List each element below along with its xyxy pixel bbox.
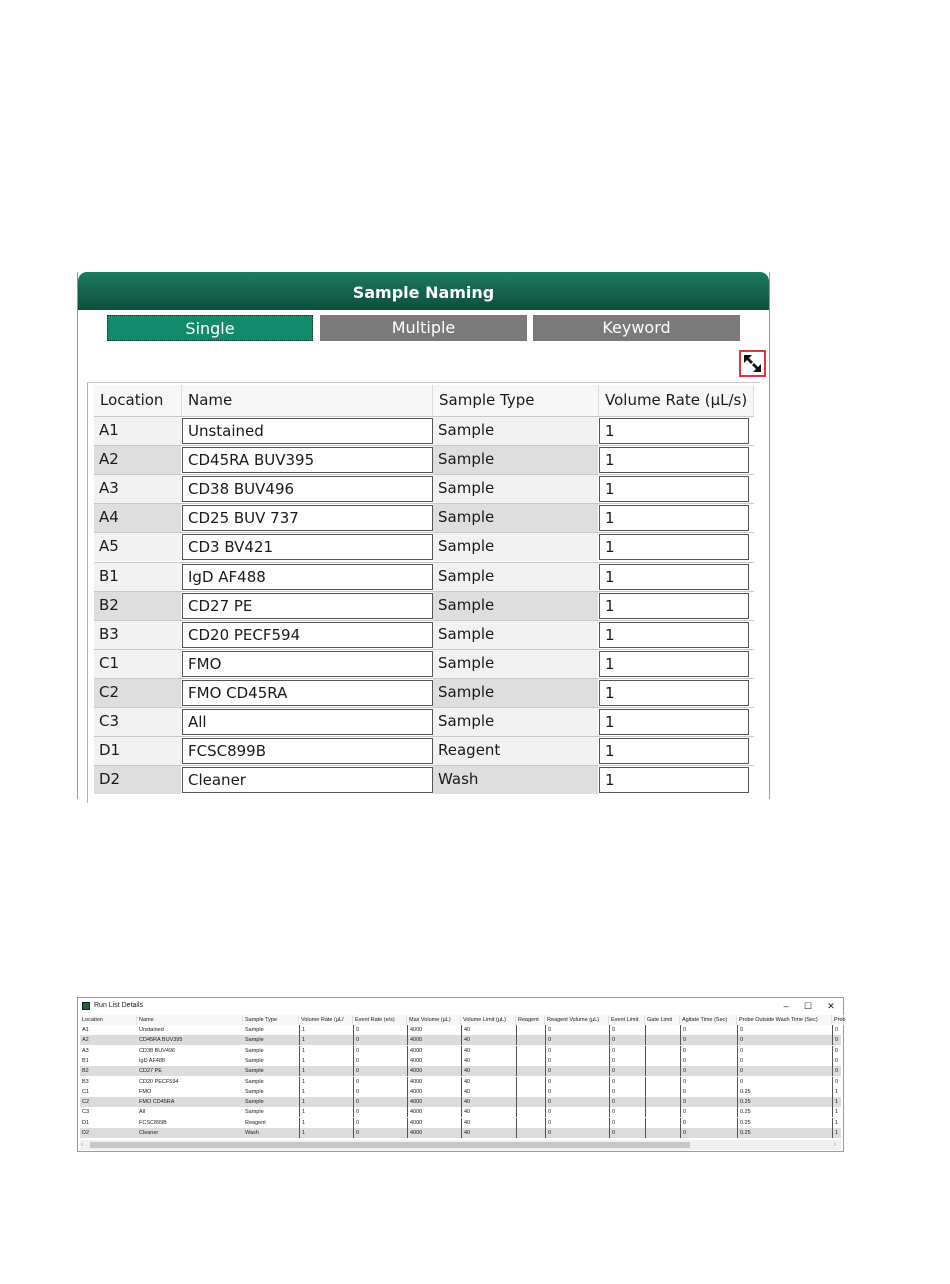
expand-arrows-icon <box>741 352 764 375</box>
run-list-cell[interactable]: 0 <box>832 1035 844 1045</box>
run-list-cell[interactable]: 40 <box>461 1087 516 1097</box>
run-list-cell: D2 <box>82 1130 90 1136</box>
sample-type-cell: Sample <box>433 532 599 561</box>
run-list-cell[interactable]: 40 <box>461 1066 516 1076</box>
run-list-column-header[interactable]: Volume Limit (µL) <box>461 1015 516 1025</box>
run-list-cell[interactable]: 0 <box>545 1087 609 1097</box>
run-list-column-header[interactable]: Max Volume (µL) <box>407 1015 461 1025</box>
location-cell: A1 <box>94 416 182 445</box>
run-list-cell[interactable]: 1 <box>299 1035 353 1045</box>
sample-type-cell: Sample <box>433 678 599 707</box>
run-list-cell[interactable]: 1 <box>832 1087 844 1097</box>
run-list-cell[interactable]: 0 <box>609 1097 645 1107</box>
table-row[interactable] <box>94 765 754 794</box>
run-list-column-header[interactable]: Prob <box>834 1017 846 1023</box>
run-list-cell[interactable] <box>516 1107 545 1117</box>
run-list-cell[interactable]: 0 <box>832 1056 844 1066</box>
run-list-cell[interactable]: 0 <box>545 1128 609 1138</box>
run-list-cell[interactable]: 0 <box>680 1077 737 1087</box>
run-list-cell[interactable]: 0 <box>545 1025 609 1035</box>
row-divider <box>94 649 754 650</box>
run-list-cell: B3 <box>82 1078 89 1085</box>
name-input[interactable]: CD45RA BUV395 <box>182 447 433 473</box>
location-cell: B1 <box>94 562 182 591</box>
run-list-cell[interactable]: FMO <box>139 1088 152 1095</box>
run-list-column-header[interactable]: Event Rate (e/s) <box>353 1015 407 1025</box>
close-button[interactable]: ✕ <box>827 1001 835 1011</box>
run-list-cell[interactable] <box>516 1097 545 1107</box>
row-divider <box>94 707 754 708</box>
column-header-location[interactable]: Location <box>94 385 182 416</box>
location-cell: A4 <box>94 503 182 532</box>
run-list-cell[interactable] <box>516 1066 545 1076</box>
run-list-cell[interactable]: 1 <box>299 1046 353 1056</box>
run-list-cell: D1 <box>82 1119 90 1126</box>
run-list-cell[interactable]: 0 <box>353 1056 407 1066</box>
run-list-row[interactable] <box>80 1025 841 1035</box>
run-list-cell[interactable]: 4000 <box>407 1097 461 1107</box>
sample-grid <box>87 382 760 803</box>
table-row[interactable] <box>94 532 754 561</box>
column-header-name[interactable]: Name <box>182 385 433 416</box>
name-input[interactable]: FCSC899B <box>182 738 433 764</box>
run-list-cell[interactable]: 0 <box>545 1035 609 1045</box>
run-list-row[interactable] <box>80 1046 841 1056</box>
run-list-details-window <box>77 997 844 1152</box>
run-list-row[interactable] <box>80 1056 841 1066</box>
row-divider <box>94 591 754 592</box>
run-list-row[interactable] <box>80 1128 841 1138</box>
scroll-left-icon[interactable]: ‹ <box>81 1142 83 1148</box>
table-row[interactable] <box>94 736 754 765</box>
run-list-cell[interactable]: 1 <box>299 1077 353 1087</box>
sample-type-cell: Sample <box>433 620 599 649</box>
run-list-cell[interactable]: 0 <box>680 1128 737 1138</box>
run-list-cell[interactable]: 40 <box>461 1118 516 1128</box>
name-input[interactable]: All <box>182 709 433 735</box>
run-list-cell[interactable]: 0 <box>545 1066 609 1076</box>
location-cell: A5 <box>94 532 182 561</box>
run-list-cell[interactable]: 0.25 <box>737 1087 832 1097</box>
sample-type-cell: Sample <box>433 562 599 591</box>
row-divider <box>94 620 754 621</box>
run-list-cell[interactable]: 0 <box>737 1046 832 1056</box>
run-list-cell[interactable]: Sample <box>245 1047 264 1054</box>
run-list-cell[interactable]: CD20 PECF594 <box>139 1078 179 1085</box>
run-list-cell[interactable] <box>645 1046 680 1056</box>
run-list-cell[interactable]: 0 <box>545 1107 609 1117</box>
run-list-cell[interactable]: 0 <box>609 1128 645 1138</box>
name-input[interactable]: FMO <box>182 651 433 677</box>
table-row[interactable] <box>94 445 754 474</box>
tab-multiple[interactable]: Multiple <box>320 315 527 341</box>
volume-rate-input[interactable]: 1 <box>599 564 749 590</box>
run-list-cell[interactable]: 0.25 <box>737 1107 832 1117</box>
run-list-column-header[interactable]: Event Limit <box>609 1015 645 1025</box>
run-list-cell[interactable]: 0 <box>832 1066 844 1076</box>
run-list-row[interactable] <box>80 1097 841 1107</box>
run-list-column-header[interactable]: Location <box>80 1015 137 1025</box>
run-list-cell[interactable] <box>516 1077 545 1087</box>
location-cell: B3 <box>94 620 182 649</box>
run-list-cell[interactable]: 0 <box>353 1025 407 1035</box>
volume-rate-input[interactable]: 1 <box>599 447 749 473</box>
run-list-cell[interactable]: Unstained <box>139 1027 164 1033</box>
run-list-cell[interactable]: 0 <box>609 1035 645 1045</box>
run-list-cell[interactable]: 1 <box>299 1066 353 1076</box>
run-list-cell[interactable]: 0 <box>353 1128 407 1138</box>
column-header-sample-type[interactable]: Sample Type <box>433 385 599 416</box>
row-divider <box>94 736 754 737</box>
expand-button[interactable] <box>739 350 766 377</box>
run-list-cell[interactable] <box>516 1087 545 1097</box>
name-input[interactable]: Cleaner <box>182 767 433 793</box>
volume-rate-input[interactable]: 1 <box>599 680 749 706</box>
run-list-cell[interactable]: 0 <box>832 1025 844 1035</box>
row-divider <box>94 562 754 563</box>
run-list-cell[interactable]: 40 <box>461 1128 516 1138</box>
location-cell: D1 <box>94 736 182 765</box>
run-list-cell[interactable]: 0 <box>609 1087 645 1097</box>
run-list-cell[interactable]: 4000 <box>407 1035 461 1045</box>
run-list-cell: B2 <box>82 1068 89 1075</box>
run-list-cell[interactable]: Wash <box>245 1130 259 1136</box>
run-list-cell[interactable]: Sample <box>245 1037 264 1044</box>
table-row[interactable] <box>94 416 754 445</box>
run-list-cell[interactable]: 0 <box>353 1107 407 1117</box>
run-list-cell: A1 <box>82 1027 89 1033</box>
run-list-cell[interactable]: 1 <box>299 1107 353 1117</box>
run-list-cell[interactable]: 4000 <box>407 1046 461 1056</box>
table-row[interactable] <box>94 474 754 503</box>
run-list-cell[interactable]: 4000 <box>407 1077 461 1087</box>
run-list-cell[interactable]: 4000 <box>407 1087 461 1097</box>
run-list-cell[interactable]: 0.25 <box>737 1097 832 1107</box>
location-cell: C1 <box>94 649 182 678</box>
volume-rate-input[interactable]: 1 <box>599 593 749 619</box>
run-list-cell[interactable]: 0 <box>832 1046 844 1056</box>
run-list-cell[interactable]: Sample <box>245 1099 264 1106</box>
run-list-cell[interactable]: 1 <box>299 1025 353 1035</box>
run-list-column-header[interactable]: Volume Rate (µL/ <box>299 1015 353 1025</box>
run-list-cell[interactable]: 0 <box>737 1025 832 1035</box>
run-list-cell[interactable] <box>645 1107 680 1117</box>
name-input[interactable]: Unstained <box>182 418 433 444</box>
run-list-cell[interactable]: 0 <box>545 1046 609 1056</box>
run-list-cell[interactable]: 0.25 <box>737 1128 832 1138</box>
row-divider <box>94 678 754 679</box>
run-list-cell[interactable]: Sample <box>245 1027 264 1033</box>
name-input[interactable]: FMO CD45RA <box>182 680 433 706</box>
sample-type-cell: Reagent <box>433 736 599 765</box>
minimize-button[interactable]: – <box>783 1001 789 1011</box>
sample-type-cell: Sample <box>433 474 599 503</box>
run-list-cell[interactable]: Sample <box>245 1078 264 1085</box>
window-title: Run List Details <box>94 1002 144 1009</box>
run-list-cell[interactable]: 0 <box>353 1077 407 1087</box>
run-list-row[interactable] <box>80 1118 841 1128</box>
run-list-cell[interactable]: 40 <box>461 1077 516 1087</box>
column-header-volume-rate[interactable]: Volume Rate (µL/s) <box>599 385 754 416</box>
run-list-row[interactable] <box>80 1107 841 1117</box>
run-list-cell[interactable]: 1 <box>299 1087 353 1097</box>
run-list-cell[interactable]: 0 <box>545 1056 609 1066</box>
run-list-cell[interactable]: Sample <box>245 1109 264 1116</box>
run-list-cell[interactable]: Sample <box>245 1068 264 1075</box>
run-list-cell[interactable]: 40 <box>461 1097 516 1107</box>
table-row[interactable] <box>94 649 754 678</box>
run-list-cell[interactable]: 1 <box>299 1118 353 1128</box>
run-list-cell[interactable]: 0.25 <box>737 1118 832 1128</box>
run-list-cell[interactable]: 40 <box>461 1035 516 1045</box>
run-list-cell[interactable] <box>645 1087 680 1097</box>
run-list-cell[interactable]: 1 <box>832 1118 844 1128</box>
run-list-cell[interactable] <box>645 1025 680 1035</box>
run-list-cell[interactable]: 0 <box>545 1077 609 1087</box>
run-list-cell: A3 <box>82 1047 89 1054</box>
location-cell: B2 <box>94 591 182 620</box>
run-list-cell[interactable]: 0 <box>609 1107 645 1117</box>
run-list-cell[interactable]: 0 <box>737 1056 832 1066</box>
run-list-cell[interactable]: 1 <box>299 1097 353 1107</box>
run-list-cell: C2 <box>82 1099 90 1106</box>
run-list-cell[interactable]: FMO CD45RA <box>139 1099 175 1106</box>
run-list-cell[interactable] <box>516 1118 545 1128</box>
tab-keyword[interactable]: Keyword <box>533 315 740 341</box>
sample-type-cell: Sample <box>433 445 599 474</box>
row-divider <box>94 503 754 504</box>
run-list-cell[interactable]: 0 <box>609 1118 645 1128</box>
run-list-cell[interactable]: 1 <box>299 1128 353 1138</box>
run-list-cell[interactable]: 0 <box>737 1077 832 1087</box>
sample-naming-panel <box>77 272 770 799</box>
sample-type-cell: Wash <box>433 765 599 794</box>
run-list-cell[interactable]: 0 <box>609 1077 645 1087</box>
scrollbar-thumb[interactable] <box>90 1142 690 1148</box>
run-list-cell: C1 <box>82 1088 90 1095</box>
run-list-column-header[interactable]: Probe Outside Wash Time (Sec) <box>737 1015 832 1025</box>
run-list-cell[interactable]: 0 <box>680 1118 737 1128</box>
run-list-cell[interactable]: 0 <box>680 1035 737 1045</box>
run-list-cell[interactable]: 0 <box>737 1035 832 1045</box>
run-list-cell[interactable] <box>516 1035 545 1045</box>
volume-rate-input[interactable]: 1 <box>599 622 749 648</box>
run-list-cell[interactable] <box>645 1056 680 1066</box>
run-list-column-header[interactable]: Gate Limit <box>645 1015 680 1025</box>
volume-rate-input[interactable]: 1 <box>599 709 749 735</box>
run-list-cell[interactable]: Cleaner <box>139 1130 159 1136</box>
name-input[interactable]: CD3 BV421 <box>182 534 433 560</box>
run-list-cell[interactable]: Sample <box>245 1088 264 1095</box>
run-list-cell[interactable]: 4000 <box>407 1025 461 1035</box>
run-list-cell[interactable]: 0 <box>353 1087 407 1097</box>
volume-rate-input[interactable]: 1 <box>599 505 749 531</box>
run-list-column-header[interactable]: Reagent Volume (µL) <box>545 1015 609 1025</box>
run-list-cell[interactable]: 40 <box>461 1107 516 1117</box>
run-list-cell[interactable]: 40 <box>461 1046 516 1056</box>
run-list-cell[interactable] <box>516 1128 545 1138</box>
run-list-row[interactable] <box>80 1066 841 1076</box>
run-list-cell[interactable]: 4000 <box>407 1107 461 1117</box>
panel-title: Sample Naming <box>78 272 769 310</box>
tab-single[interactable]: Single <box>107 315 313 341</box>
volume-rate-input[interactable]: 1 <box>599 767 749 793</box>
location-cell: A3 <box>94 474 182 503</box>
volume-rate-input[interactable]: 1 <box>599 534 749 560</box>
scroll-right-icon[interactable]: › <box>834 1142 836 1148</box>
run-list-cell[interactable]: CD38 BUV496 <box>139 1047 176 1054</box>
run-list-cell[interactable]: 0 <box>680 1025 737 1035</box>
run-list-cell[interactable]: All <box>139 1109 146 1116</box>
sample-type-cell: Sample <box>433 591 599 620</box>
run-list-cell[interactable]: 0 <box>609 1066 645 1076</box>
run-list-cell[interactable]: 1 <box>299 1056 353 1066</box>
table-row[interactable] <box>94 591 754 620</box>
run-list-cell[interactable]: Reagent <box>245 1119 266 1126</box>
run-list-column-header[interactable]: Reagent <box>516 1015 545 1025</box>
run-list-cell[interactable]: 0 <box>680 1107 737 1117</box>
table-row[interactable] <box>94 707 754 736</box>
run-list-cell[interactable]: 0 <box>680 1066 737 1076</box>
run-list-cell[interactable]: 4000 <box>407 1056 461 1066</box>
run-list-column-header[interactable]: Sample Type <box>243 1015 299 1025</box>
sample-type-cell: Sample <box>433 707 599 736</box>
run-list-cell[interactable]: 40 <box>461 1056 516 1066</box>
run-list-cell[interactable] <box>645 1097 680 1107</box>
run-list-cell[interactable] <box>645 1128 680 1138</box>
run-list-cell[interactable]: FCSC899B <box>139 1119 167 1126</box>
run-list-cell[interactable]: CD45RA BUV395 <box>139 1037 183 1044</box>
run-list-cell[interactable]: CD27 PE <box>139 1068 162 1075</box>
run-list-cell[interactable]: 4000 <box>407 1066 461 1076</box>
row-divider <box>94 532 754 533</box>
name-input[interactable]: CD27 PE <box>182 593 433 619</box>
location-cell: D2 <box>94 765 182 794</box>
run-list-cell[interactable]: 0 <box>680 1046 737 1056</box>
sample-type-cell: Sample <box>433 503 599 532</box>
run-list-cell[interactable]: 0 <box>737 1066 832 1076</box>
run-list-cell[interactable]: 0 <box>680 1087 737 1097</box>
run-list-cell[interactable]: 0 <box>609 1046 645 1056</box>
run-list-column-header[interactable]: Agitate Time (Sec) <box>680 1015 737 1025</box>
run-list-cell: A2 <box>82 1037 89 1044</box>
run-list-cell[interactable]: 0 <box>545 1097 609 1107</box>
run-list-cell[interactable]: 0 <box>353 1035 407 1045</box>
run-list-cell[interactable]: 40 <box>461 1025 516 1035</box>
run-list-cell[interactable]: 0 <box>545 1118 609 1128</box>
table-row[interactable] <box>94 678 754 707</box>
run-list-cell[interactable] <box>645 1035 680 1045</box>
table-row[interactable] <box>94 562 754 591</box>
sample-type-cell: Sample <box>433 416 599 445</box>
row-divider <box>94 416 754 417</box>
run-list-row[interactable] <box>80 1087 841 1097</box>
run-list-cell[interactable]: 1 <box>832 1107 844 1117</box>
table-row[interactable] <box>94 503 754 532</box>
run-list-cell[interactable]: 0 <box>353 1118 407 1128</box>
maximize-button[interactable]: ☐ <box>803 1001 813 1011</box>
run-list-row[interactable] <box>80 1035 841 1045</box>
location-cell: A2 <box>94 445 182 474</box>
run-list-cell[interactable] <box>645 1066 680 1076</box>
run-list-cell[interactable]: 0 <box>353 1066 407 1076</box>
name-input[interactable]: CD20 PECF594 <box>182 622 433 648</box>
run-list-cell[interactable]: 1 <box>832 1097 844 1107</box>
run-list-cell[interactable] <box>516 1046 545 1056</box>
sample-type-cell: Sample <box>433 649 599 678</box>
run-list-cell[interactable]: 4000 <box>407 1128 461 1138</box>
run-list-cell[interactable]: 0 <box>680 1097 737 1107</box>
table-row[interactable] <box>94 620 754 649</box>
run-list-cell: B1 <box>82 1057 89 1064</box>
run-list-cell[interactable] <box>645 1118 680 1128</box>
row-divider <box>94 474 754 475</box>
run-list-cell[interactable] <box>516 1025 545 1035</box>
horizontal-scrollbar[interactable] <box>80 1140 841 1150</box>
window-title-bar <box>78 998 843 1014</box>
volume-rate-input[interactable]: 1 <box>599 418 749 444</box>
run-list-cell[interactable]: 0 <box>609 1025 645 1035</box>
run-list-row[interactable] <box>80 1077 841 1087</box>
run-list-cell[interactable]: 1 <box>832 1128 844 1138</box>
name-input[interactable]: CD25 BUV 737 <box>182 505 433 531</box>
volume-rate-input[interactable]: 1 <box>599 476 749 502</box>
run-list-cell[interactable]: 0 <box>832 1077 844 1087</box>
run-list-cell[interactable]: 0 <box>353 1046 407 1056</box>
run-list-cell: C3 <box>82 1109 90 1116</box>
name-input[interactable]: CD38 BUV496 <box>182 476 433 502</box>
run-list-column-header[interactable]: Name <box>137 1015 243 1025</box>
run-list-cell[interactable]: IgD AF488 <box>139 1057 165 1064</box>
run-list-cell[interactable] <box>645 1077 680 1087</box>
run-list-cell[interactable]: Sample <box>245 1057 264 1064</box>
location-cell: C3 <box>94 707 182 736</box>
run-list-cell[interactable]: 0 <box>680 1056 737 1066</box>
run-list-cell[interactable]: 4000 <box>407 1118 461 1128</box>
row-divider <box>94 765 754 766</box>
app-icon <box>82 1002 90 1010</box>
volume-rate-input[interactable]: 1 <box>599 651 749 677</box>
volume-rate-input[interactable]: 1 <box>599 738 749 764</box>
row-divider <box>94 445 754 446</box>
run-list-cell[interactable]: 0 <box>609 1056 645 1066</box>
name-input[interactable]: IgD AF488 <box>182 564 433 590</box>
run-list-cell[interactable] <box>516 1056 545 1066</box>
location-cell: C2 <box>94 678 182 707</box>
run-list-cell[interactable]: 0 <box>353 1097 407 1107</box>
